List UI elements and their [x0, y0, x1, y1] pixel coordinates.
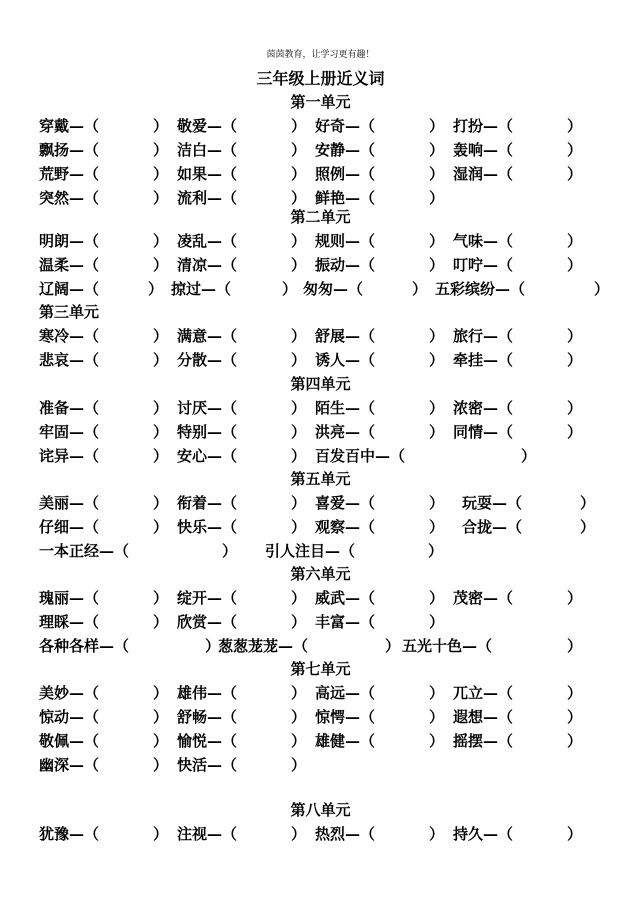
word-with-open-paren: 绽开—（ [177, 589, 238, 607]
word-with-open-paren: 讨厌—（ [177, 399, 238, 417]
synonym-item [462, 515, 522, 539]
unit-heading [0, 562, 641, 586]
word-with-open-paren: 百发百中—（ [315, 447, 406, 465]
synonym-row [0, 777, 641, 801]
document-title: 三年级上册近义词 [256, 69, 385, 88]
synonym-item [177, 491, 237, 515]
synonym-row [0, 515, 641, 539]
close-paren: ） [567, 589, 583, 607]
synonym-item [39, 229, 99, 253]
close-paren: ） [153, 447, 169, 465]
synonym-item [39, 162, 99, 186]
unit-title: 第八单元 [290, 801, 351, 819]
word-with-open-paren: 舒畅—（ [177, 708, 238, 726]
close-paren: ） [153, 684, 169, 702]
synonym-item [315, 420, 375, 444]
word-with-open-paren: 各种各样—（ [39, 637, 130, 655]
word-with-open-paren: 雄健—（ [315, 732, 376, 750]
close-paren: ） [222, 542, 238, 560]
close-paren: ） [291, 327, 307, 345]
close-paren: ） [429, 423, 445, 441]
close-paren: ） [205, 637, 221, 655]
word-with-open-paren: 安静—（ [315, 141, 376, 159]
synonym-item [39, 610, 99, 634]
synonym-item [453, 420, 513, 444]
synonym-row [0, 114, 641, 138]
word-with-open-paren: 照例—（ [315, 165, 376, 183]
word-with-open-paren: 诧异—（ [39, 447, 100, 465]
synonym-item [303, 277, 363, 301]
word-with-open-paren: 叮咛—（ [453, 256, 514, 274]
close-paren: ） [521, 447, 537, 465]
synonym-item [177, 515, 237, 539]
unit-title: 第六单元 [290, 565, 351, 583]
synonym-row [0, 822, 641, 846]
close-paren: ） [153, 117, 169, 135]
synonym-item [265, 539, 355, 563]
synonym-item [39, 444, 99, 468]
synonym-item [39, 396, 99, 420]
synonym-item [453, 396, 513, 420]
word-with-open-paren: 振动—（ [315, 256, 376, 274]
synonym-item [315, 348, 375, 372]
word-with-open-paren: 牵挂—（ [453, 351, 514, 369]
word-with-open-paren: 幽深—（ [39, 756, 100, 774]
close-paren: ） [567, 141, 583, 159]
word-with-open-paren: 突然—（ [39, 189, 100, 207]
synonym-item [315, 253, 375, 277]
close-paren: ） [153, 327, 169, 345]
synonym-item [453, 348, 513, 372]
close-paren: ） [594, 280, 610, 298]
synonym-item [453, 162, 513, 186]
word-with-open-paren: 辽阔—（ [39, 280, 100, 298]
synonym-item [177, 253, 237, 277]
synonym-row [0, 396, 641, 420]
synonym-item [39, 277, 99, 301]
word-with-open-paren: 敬佩—（ [39, 732, 100, 750]
synonym-item [453, 138, 513, 162]
word-with-open-paren: 五彩缤纷—（ [435, 280, 526, 298]
synonym-item [177, 229, 237, 253]
word-with-open-paren: 气味—（ [453, 232, 514, 250]
word-with-open-paren: 敬爱—（ [177, 117, 238, 135]
word-with-open-paren: 衔着—（ [177, 494, 238, 512]
synonym-item [218, 634, 308, 658]
close-paren: ） [429, 825, 445, 843]
synonym-row [0, 138, 641, 162]
synonym-row [0, 420, 641, 444]
close-paren: ） [153, 141, 169, 159]
close-paren: ） [282, 280, 298, 298]
close-paren: ） [580, 494, 596, 512]
synonym-item [315, 324, 375, 348]
word-with-open-paren: 愉悦—（ [177, 732, 238, 750]
word-with-open-paren: 遐想—（ [453, 708, 514, 726]
synonym-item [315, 114, 375, 138]
word-with-open-paren: 威武—（ [315, 589, 376, 607]
synonym-item [315, 729, 375, 753]
synonym-item [39, 491, 99, 515]
synonym-row [0, 348, 641, 372]
close-paren: ） [291, 165, 307, 183]
close-paren: ） [291, 613, 307, 631]
close-paren: ） [429, 399, 445, 417]
close-paren: ） [291, 589, 307, 607]
close-paren: ） [429, 327, 445, 345]
word-with-open-paren: 理睬—（ [39, 613, 100, 631]
synonym-item [462, 491, 522, 515]
close-paren: ） [153, 708, 169, 726]
word-with-open-paren: 好奇—（ [315, 117, 376, 135]
word-with-open-paren: 陌生—（ [315, 399, 376, 417]
unit-title: 第四单元 [290, 375, 351, 393]
synonym-item [435, 277, 525, 301]
unit-title: 第三单元 [39, 303, 100, 321]
close-paren: ） [291, 423, 307, 441]
unit-title: 第五单元 [290, 470, 351, 488]
synonym-item [171, 277, 231, 301]
word-with-open-paren: 凌乱—（ [177, 232, 238, 250]
close-paren: ） [567, 351, 583, 369]
close-paren: ） [429, 518, 445, 536]
word-with-open-paren: 舒展—（ [315, 327, 376, 345]
word-with-open-paren: 兀立—（ [453, 684, 514, 702]
close-paren: ） [153, 613, 169, 631]
close-paren: ） [153, 589, 169, 607]
word-with-open-paren: 荒野—（ [39, 165, 100, 183]
word-with-open-paren: 湿润—（ [453, 165, 514, 183]
unit-heading [0, 798, 641, 822]
close-paren: ） [429, 732, 445, 750]
synonym-item [177, 420, 237, 444]
header-note: 茵茵教育，让学习更有趣！ [266, 50, 375, 60]
close-paren: ） [291, 447, 307, 465]
synonym-row [0, 729, 641, 753]
close-paren: ） [567, 232, 583, 250]
synonym-item [453, 705, 513, 729]
close-paren: ） [153, 518, 169, 536]
synonym-row [0, 229, 641, 253]
word-with-open-paren: 犹豫—（ [39, 825, 100, 843]
word-with-open-paren: 穿戴—（ [39, 117, 100, 135]
synonym-row [0, 162, 641, 186]
word-with-open-paren: 飘扬—（ [39, 141, 100, 159]
word-with-open-paren: 高远—（ [315, 684, 376, 702]
synonym-item [177, 729, 237, 753]
word-with-open-paren: 瑰丽—（ [39, 589, 100, 607]
word-with-open-paren: 规则—（ [315, 232, 376, 250]
close-paren: ） [412, 280, 428, 298]
word-with-open-paren: 惊动—（ [39, 708, 100, 726]
synonym-item [315, 681, 375, 705]
close-paren: ） [153, 256, 169, 274]
synonym-item [177, 610, 237, 634]
close-paren: ） [429, 256, 445, 274]
synonym-item [177, 444, 237, 468]
unit-heading [0, 657, 641, 681]
unit-title: 第一单元 [290, 93, 351, 111]
unit-title: 第七单元 [290, 660, 351, 678]
synonym-item [177, 324, 237, 348]
synonym-item [315, 138, 375, 162]
close-paren: ） [291, 684, 307, 702]
synonym-item [177, 138, 237, 162]
word-with-open-paren: 流利—（ [177, 189, 238, 207]
synonym-item [315, 822, 375, 846]
close-paren: ） [567, 732, 583, 750]
synonym-row [0, 539, 641, 563]
synonym-item [39, 753, 99, 777]
synonym-item [177, 753, 237, 777]
word-with-open-paren: 准备—（ [39, 399, 100, 417]
close-paren: ） [429, 232, 445, 250]
synonym-item [315, 444, 405, 468]
close-paren: ） [429, 613, 445, 631]
close-paren: ） [428, 542, 444, 560]
word-with-open-paren: 分散—（ [177, 351, 238, 369]
synonym-item [39, 634, 129, 658]
close-paren: ） [385, 637, 401, 655]
word-with-open-paren: 丰富—（ [315, 613, 376, 631]
close-paren: ） [429, 684, 445, 702]
word-with-open-paren: 观察—（ [315, 518, 376, 536]
synonym-row [0, 277, 641, 301]
word-with-open-paren: 仔细—（ [39, 518, 100, 536]
word-with-open-paren: 诱人—（ [315, 351, 376, 369]
word-with-open-paren: 打扮—（ [453, 117, 514, 135]
word-with-open-paren: 美丽—（ [39, 494, 100, 512]
close-paren: ） [567, 708, 583, 726]
synonym-item [315, 515, 375, 539]
close-paren: ） [153, 423, 169, 441]
synonym-item [177, 705, 237, 729]
word-with-open-paren: 明朗—（ [39, 232, 100, 250]
synonym-item [177, 681, 237, 705]
word-with-open-paren: 安心—（ [177, 447, 238, 465]
word-with-open-paren: 旅行—（ [453, 327, 514, 345]
synonym-item [39, 729, 99, 753]
synonym-item [315, 491, 375, 515]
synonym-item [453, 253, 513, 277]
synonym-row [0, 586, 641, 610]
synonym-row [0, 634, 641, 658]
close-paren: ） [567, 423, 583, 441]
close-paren: ） [153, 825, 169, 843]
synonym-row [0, 753, 641, 777]
synonym-item [453, 114, 513, 138]
word-with-open-paren: 引人注目—（ [265, 542, 356, 560]
word-with-open-paren: 温柔—（ [39, 256, 100, 274]
word-with-open-paren: 五光十色—（ [402, 637, 493, 655]
close-paren: ） [153, 189, 169, 207]
word-with-open-paren: 注视—（ [177, 825, 238, 843]
synonym-item [177, 348, 237, 372]
synonym-item [39, 515, 99, 539]
word-with-open-paren: 清凉—（ [177, 256, 238, 274]
synonym-item [39, 705, 99, 729]
word-with-open-paren: 鲜艳—（ [315, 189, 376, 207]
word-with-open-paren: 轰响—（ [453, 141, 514, 159]
close-paren: ） [153, 165, 169, 183]
close-paren: ） [567, 399, 583, 417]
synonym-item [453, 681, 513, 705]
synonym-item [453, 822, 513, 846]
synonym-item [453, 324, 513, 348]
unit-title: 第二单元 [290, 208, 351, 226]
synonym-item [177, 586, 237, 610]
word-with-open-paren: 持久—（ [453, 825, 514, 843]
close-paren: ） [291, 351, 307, 369]
word-with-open-paren: 一本正经—（ [39, 542, 130, 560]
synonym-item [177, 114, 237, 138]
word-with-open-paren: 掠过—（ [171, 280, 232, 298]
word-with-open-paren: 特别—（ [177, 423, 238, 441]
unit-heading [0, 90, 641, 114]
close-paren: ） [148, 280, 164, 298]
word-with-open-paren: 热烈—（ [315, 825, 376, 843]
close-paren: ） [429, 708, 445, 726]
synonym-item [39, 586, 99, 610]
word-with-open-paren: 美妙—（ [39, 684, 100, 702]
synonym-item [453, 729, 513, 753]
synonym-item [315, 586, 375, 610]
synonym-item [315, 705, 375, 729]
synonym-item [453, 229, 513, 253]
word-with-open-paren: 同情—（ [453, 423, 514, 441]
word-with-open-paren: 浓密—（ [453, 399, 514, 417]
close-paren: ） [153, 732, 169, 750]
synonym-item [39, 348, 99, 372]
synonym-row [0, 610, 641, 634]
close-paren: ） [153, 351, 169, 369]
close-paren: ） [291, 256, 307, 274]
close-paren: ） [291, 708, 307, 726]
synonym-item [39, 114, 99, 138]
close-paren: ） [429, 494, 445, 512]
word-with-open-paren: 牢固—（ [39, 423, 100, 441]
close-paren: ） [291, 141, 307, 159]
word-with-open-paren: 寒冷—（ [39, 327, 100, 345]
close-paren: ） [567, 256, 583, 274]
close-paren: ） [153, 756, 169, 774]
close-paren: ） [291, 518, 307, 536]
unit-heading [0, 467, 641, 491]
synonym-item [39, 539, 129, 563]
close-paren: ） [567, 637, 583, 655]
close-paren: ） [429, 165, 445, 183]
close-paren: ） [291, 232, 307, 250]
close-paren: ） [291, 756, 307, 774]
word-with-open-paren: 匆匆—（ [303, 280, 364, 298]
word-with-open-paren: 快乐—（ [177, 518, 238, 536]
close-paren: ） [567, 825, 583, 843]
synonym-row [0, 681, 641, 705]
word-with-open-paren: 茂密—（ [453, 589, 514, 607]
word-with-open-paren: 玩耍—（ [462, 494, 523, 512]
close-paren: ） [429, 141, 445, 159]
close-paren: ） [429, 117, 445, 135]
close-paren: ） [429, 589, 445, 607]
synonym-item [315, 610, 375, 634]
synonym-item [177, 162, 237, 186]
word-with-open-paren: 葱葱茏茏—（ [218, 637, 309, 655]
word-with-open-paren: 如果—（ [177, 165, 238, 183]
close-paren: ） [291, 117, 307, 135]
word-with-open-paren: 洪亮—（ [315, 423, 376, 441]
synonym-row [0, 491, 641, 515]
synonym-item [39, 420, 99, 444]
close-paren: ） [567, 165, 583, 183]
close-paren: ） [291, 189, 307, 207]
close-paren: ） [291, 399, 307, 417]
word-with-open-paren: 摇摆—（ [453, 732, 514, 750]
word-with-open-paren: 欣赏—（ [177, 613, 238, 631]
synonym-row [0, 253, 641, 277]
unit-heading [0, 372, 641, 396]
synonym-item [39, 324, 99, 348]
word-with-open-paren: 快活—（ [177, 756, 238, 774]
close-paren: ） [291, 825, 307, 843]
word-with-open-paren: 满意—（ [177, 327, 238, 345]
word-with-open-paren: 雄伟—（ [177, 684, 238, 702]
synonym-item [39, 681, 99, 705]
word-with-open-paren: 喜爱—（ [315, 494, 376, 512]
synonym-item [315, 396, 375, 420]
synonym-item [39, 822, 99, 846]
close-paren: ） [429, 351, 445, 369]
word-with-open-paren: 悲哀—（ [39, 351, 100, 369]
synonym-row [0, 705, 641, 729]
close-paren: ） [291, 732, 307, 750]
close-paren: ） [580, 518, 596, 536]
close-paren: ） [429, 189, 445, 207]
synonym-row [0, 444, 641, 468]
word-with-open-paren: 洁白—（ [177, 141, 238, 159]
unit-heading [0, 300, 641, 324]
close-paren: ） [153, 399, 169, 417]
close-paren: ） [567, 684, 583, 702]
close-paren: ） [153, 232, 169, 250]
close-paren: ） [153, 494, 169, 512]
synonym-item [453, 586, 513, 610]
synonym-row [0, 324, 641, 348]
synonym-item [402, 634, 492, 658]
synonym-item [39, 253, 99, 277]
synonym-item [177, 822, 237, 846]
word-with-open-paren: 合拢—（ [462, 518, 523, 536]
unit-heading [0, 205, 641, 229]
close-paren: ） [567, 327, 583, 345]
synonym-item [315, 162, 375, 186]
synonym-item [177, 396, 237, 420]
word-with-open-paren: 惊愕—（ [315, 708, 376, 726]
synonym-item [315, 229, 375, 253]
close-paren: ） [567, 117, 583, 135]
synonym-item [39, 138, 99, 162]
close-paren: ） [291, 494, 307, 512]
